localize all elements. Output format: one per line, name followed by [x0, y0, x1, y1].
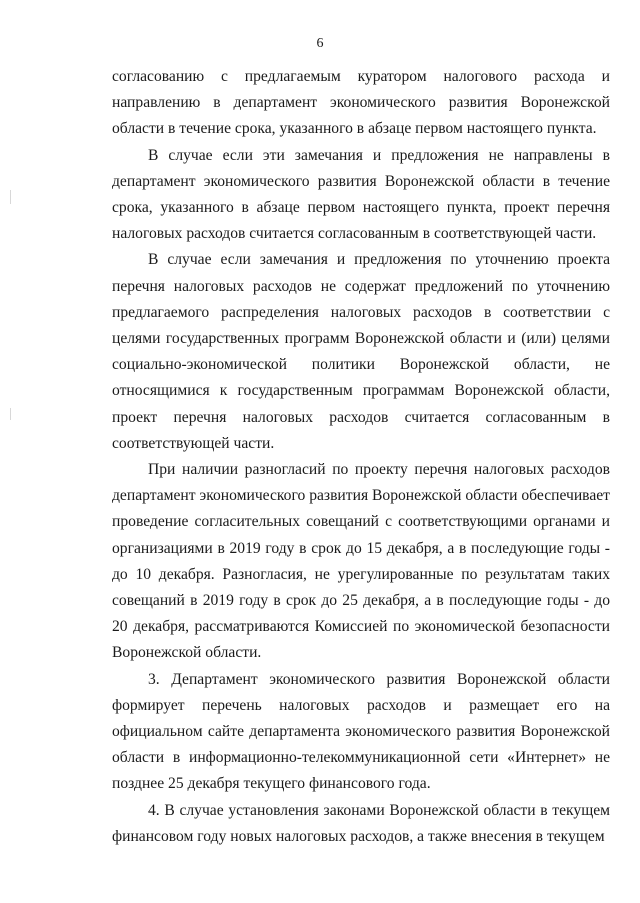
page-number: 6	[316, 36, 324, 51]
document-body	[112, 64, 610, 850]
paragraph-continuation: согласованию с предлагаемым куратором налогового расхода и направлению в департамент экономического развития Воронежской области в течение срока, указанного в абзаце первом настоящего пункта.	[112, 68, 610, 138]
scan-mark-left-top	[10, 190, 11, 204]
paragraph-no-proposals: В случае если замечания и предложения по уточнению проекта перечня налоговых расходов не содержат предложений по уточнению предлагаемого распределения налоговых расходов в соответствии с целями государственных программ Воронежской области и (или) целями социально-экономической политики Воронежской области, не относящимися к государственным программам Воронежской области, проект перечня налоговых расходов считается согласованным в соответствующей части.	[112, 251, 610, 452]
paragraph-item-3: 3. Департамент экономического развития Воронежской области формирует перечень налоговых расходов и размещает его на официальном сайте департамента экономического развития Воронежской области в информационно-телекоммуникационной сети «Интернет» не позднее 25 декабря текущего финансового года.	[112, 670, 610, 793]
paragraph-item-4: 4. В случае установления законами Воронежской области в текущем финансовом году новых налоговых расходов, а также внесения в текущем	[112, 801, 610, 845]
scan-mark-left-bottom	[10, 408, 11, 420]
paragraph-not-sent: В случае если эти замечания и предложения не направлены в департамент экономического развития Воронежской области в течение срока, указанного в абзаце первом настоящего пункта, проект перечня налоговых расходов считается согласованным в соответствующей части.	[112, 146, 610, 243]
paragraph-disagreements: При наличии разногласий по проекту перечня налоговых расходов департамент экономического развития Воронежской области обеспечивает проведение согласительных совещаний с соответствующими органами и организациями в 2019 году в срок до 15 декабря, а в последующие годы - до 10 декабря. Разногласия, не урегулированные по результатам таких совещаний в 2019 году в срок до 25 декабря, а в последующие годы - до 20 декабря, рассматриваются Комиссией по экономической безопасности Воронежской области.	[112, 461, 610, 662]
